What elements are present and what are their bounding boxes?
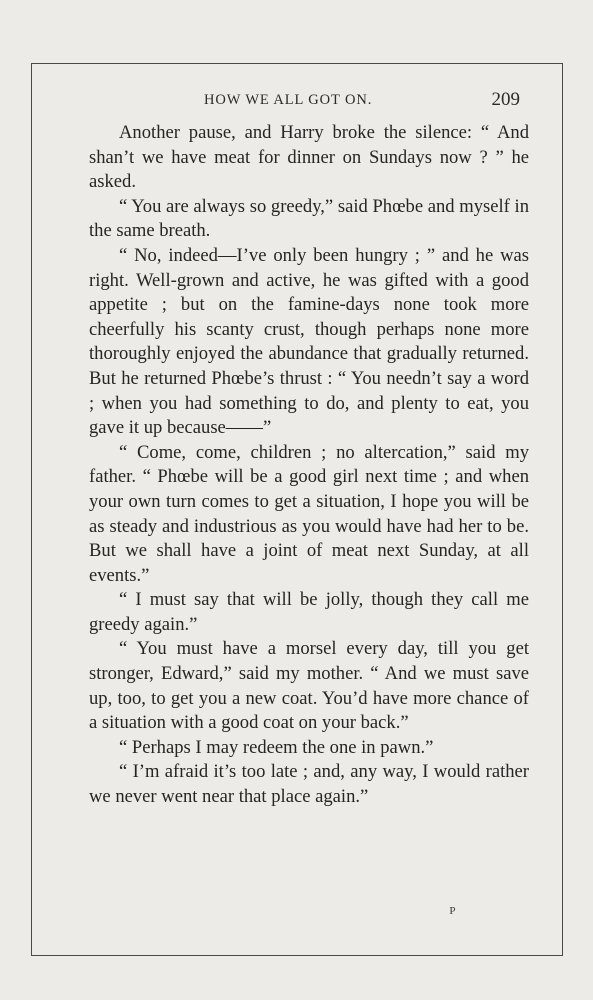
paragraph: “ You must have a morsel every day, till you get stronger, Edward,” said my mother. “ And we must save up, too, to get you a new coat. You’d have more chance of a situation with a good coat on your back.” — [89, 638, 529, 734]
paragraph: “ I must say that will be jolly, though they call me greedy again.” — [89, 589, 529, 635]
page-number: 209 — [491, 89, 520, 110]
paragraph: “ Come, come, children ; no altercation,” said my father. “ Phœbe will be a good girl next time ; and when your own turn comes to get a situation, I hope you will be as steady and industrious as you would have had her to be. But we shall have a joint of meat next Sunday, at all events.” — [89, 441, 529, 586]
paragraph: Another pause, and Harry broke the silence: “ And shan’t we have meat for dinner on Sundays now ? ” he asked. — [89, 122, 529, 193]
running-head — [32, 89, 562, 112]
paragraph: “ I’m afraid it’s too late ; and, any way, I would rather we never went near that place again.” — [89, 761, 529, 808]
text-body — [89, 121, 529, 810]
paragraph: “ You are always so greedy,” said Phœbe and myself in the same breath. — [89, 195, 529, 242]
paragraph: “ No, indeed—I’ve only been hungry ; ” and he was right. Well-grown and active, he was gifted with a good appetite ; but on the famine-days none took more cheerfully his scanty crust, though perhaps none more thoroughly enjoyed the abundance that gradually returned. But he returned Phœbe’s thrust : “ You needn’t say a word ; when you had something to do, and plenty to eat, you gave it up because——” — [89, 244, 529, 439]
signature-mark: P — [449, 905, 456, 917]
running-title: HOW WE ALL GOT ON. — [204, 92, 373, 108]
paragraph: “ Perhaps I may redeem the one in pawn.” — [119, 736, 434, 758]
page-border — [31, 63, 563, 956]
